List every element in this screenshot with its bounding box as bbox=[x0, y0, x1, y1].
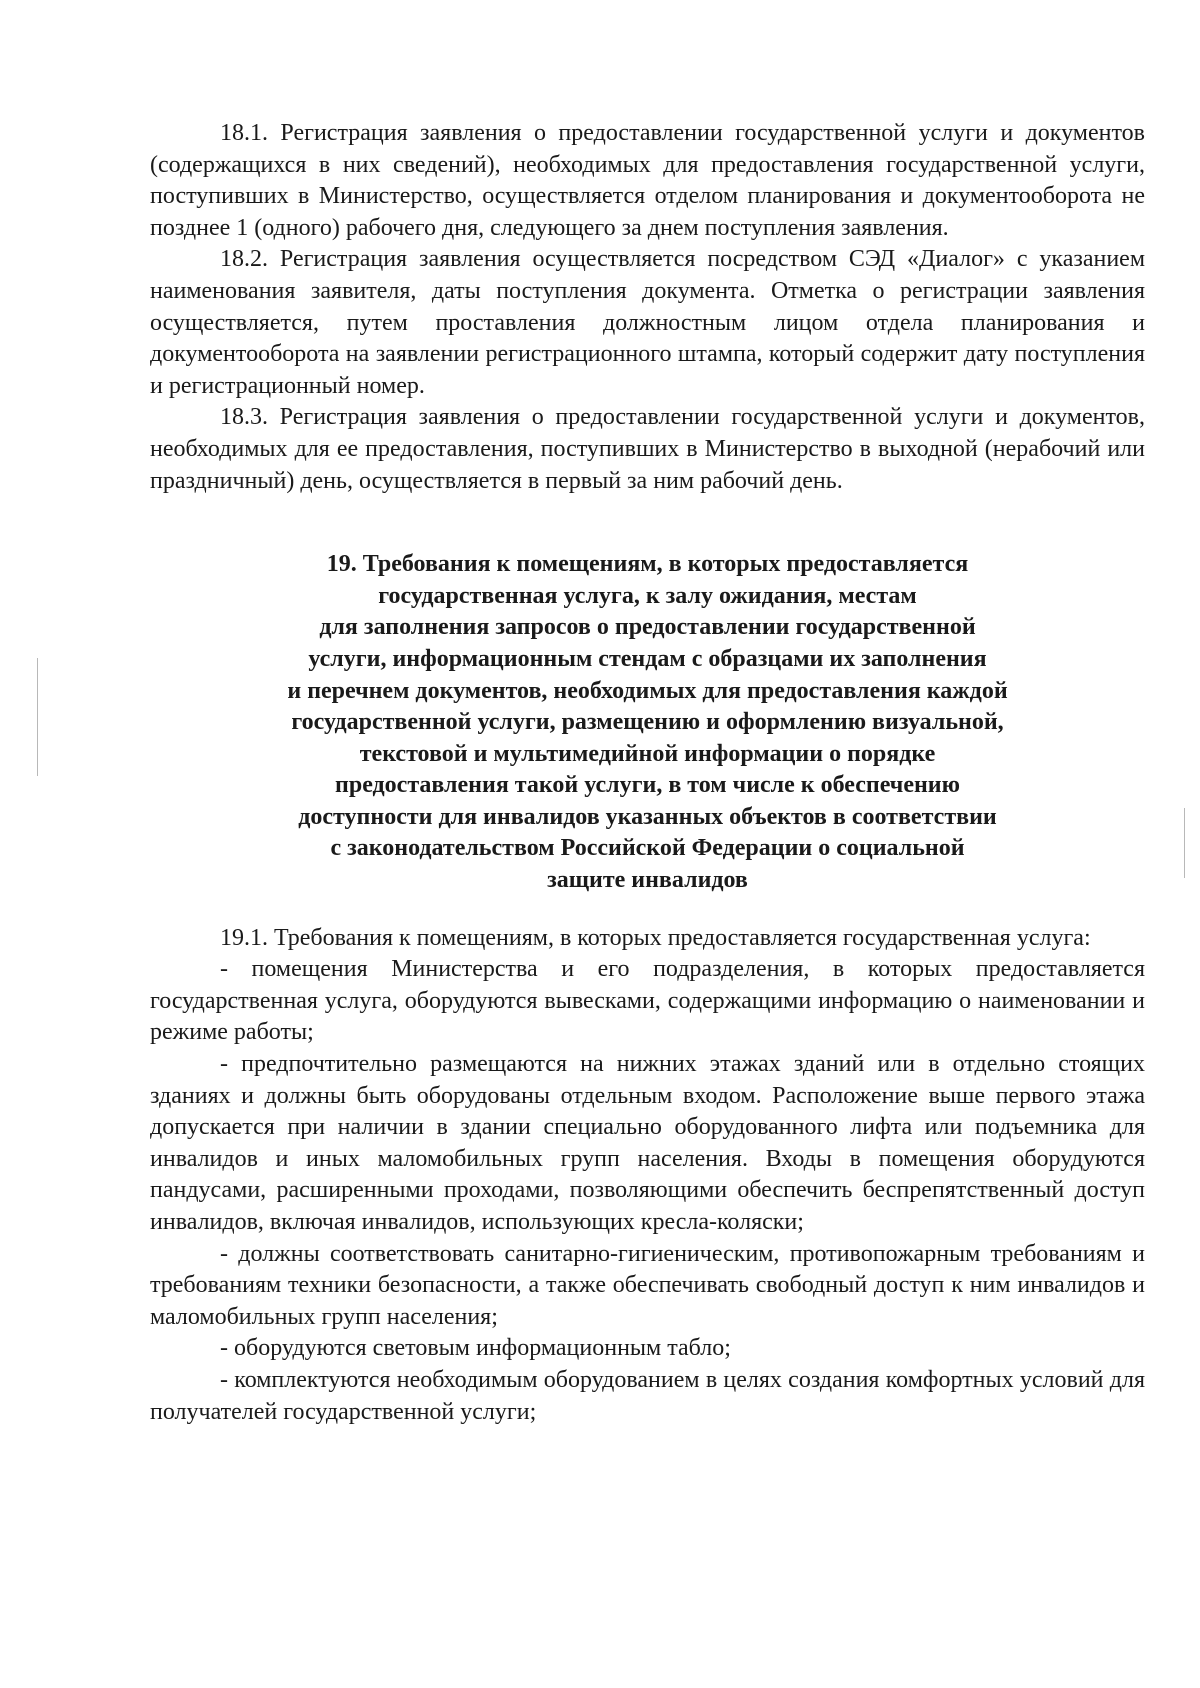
list-item: - должны соответствовать санитарно-гигиеническим, противопожарным требованиям и требованиям техники безопасности, а также обеспечивать свободный доступ к ним инвалидов и маломобильных групп населения; bbox=[150, 1240, 1145, 1330]
heading-line: государственной услуги, размещению и оформлению визуальной, bbox=[291, 709, 1004, 736]
scan-margin-mark-left bbox=[37, 658, 38, 776]
heading-line: защите инвалидов bbox=[547, 867, 748, 894]
list-item: - предпочтительно размещаются на нижних этажах зданий или в отдельно стоящих зданиях и должны быть оборудованы отдельным входом. Расположение выше первого этажа допускается при наличии в здании специально оборудованного лифта или подъемника для инвалидов и иных маломобильных групп населения. Входы в помещения оборудуются пандусами, расширенными проходами, позволяющими обеспечить беспрепятственный доступ инвалидов, включая инвалидов, использующих кресла-коляски; bbox=[150, 1051, 1145, 1235]
heading-line: государственная услуга, к залу ожидания, местам bbox=[378, 582, 917, 609]
heading-line: текстовой и мультимедийной информации о порядке bbox=[359, 740, 936, 767]
heading-line: доступности для инвалидов указанных объектов в соответствии bbox=[298, 803, 997, 830]
heading-line: и перечнем документов, необходимых для предоставления каждой bbox=[287, 677, 1008, 704]
paragraph-19-1: 19.1. Требования к помещениям, в которых предоставляется государственная услуга: bbox=[220, 924, 1091, 951]
heading-line: с законодательством Российской Федерации о социальной bbox=[330, 835, 965, 862]
document-body bbox=[150, 118, 1145, 1428]
list-item: - помещения Министерства и его подразделения, в которых предоставляется государственная услуга, оборудуются вывесками, содержащими информацию о наименовании и режиме работы; bbox=[150, 956, 1145, 1046]
paragraph-18-1: 18.1. Регистрация заявления о предоставлении государственной услуги и документов (содержащихся в них сведений), необходимых для предоставления государственной услуги, поступивших в Министерство, осуществляется отделом планирования и документооборота не позднее 1 (одного) рабочего дня, следующего за днем поступления заявления. bbox=[150, 120, 1145, 241]
paragraph-18-2: 18.2. Регистрация заявления осуществляется посредством СЭД «Диалог» с указанием наименования заявителя, даты поступления документа. Отметка о регистрации заявления осуществляется, путем проставления должностным лицом отдела планирования и документооборота на заявлении регистрационного штампа, который содержит дату поступления и регистрационный номер. bbox=[150, 246, 1145, 399]
paragraph-18-3: 18.3. Регистрация заявления о предоставлении государственной услуги и документов, необходимых для ее предоставления, поступивших в Министерство в выходной (нерабочий или праздничный) день, осуществляется в первый за ним рабочий день. bbox=[150, 404, 1145, 494]
heading-line: предоставления такой услуги, в том числе к обеспечению bbox=[335, 772, 960, 799]
heading-line: 19. Требования к помещениям, в которых предоставляется bbox=[326, 551, 969, 578]
list-item: - оборудуются световым информационным табло; bbox=[220, 1335, 731, 1362]
list-item: - комплектуются необходимым оборудованием в целях создания комфортных условий для получателей государственной услуги; bbox=[150, 1366, 1145, 1425]
section-19-heading bbox=[150, 549, 1145, 897]
heading-line: услуги, информационным стендам с образцами их заполнения bbox=[308, 645, 987, 672]
scan-margin-mark-right bbox=[1184, 808, 1185, 878]
heading-line: для заполнения запросов о предоставлении государственной bbox=[319, 614, 976, 641]
